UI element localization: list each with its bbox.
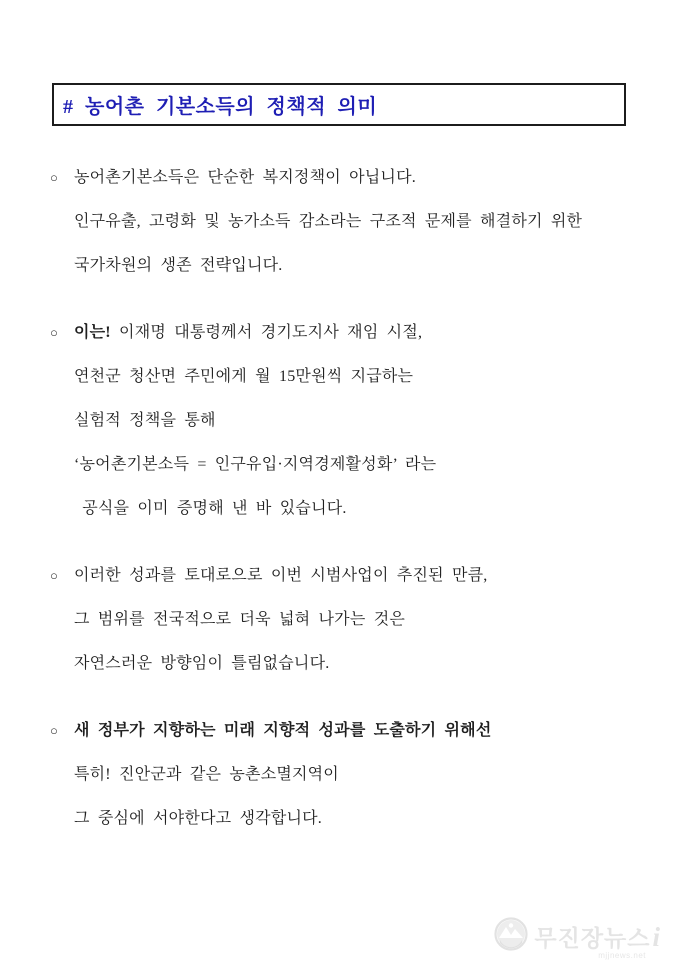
bullet-lines — [74, 554, 640, 686]
text-line — [74, 399, 640, 443]
text-line — [74, 797, 640, 841]
text-regular: 실험적 정책을 통해 — [74, 412, 216, 429]
watermark-i: i — [652, 922, 660, 952]
text-line — [74, 709, 640, 753]
title-box — [52, 83, 626, 126]
text-line — [74, 443, 640, 487]
news-watermark — [494, 917, 660, 960]
watermark-text — [534, 920, 660, 960]
text-line — [74, 311, 640, 355]
text-line — [74, 598, 640, 642]
text-regular: 그 중심에 서야한다고 생각합니다. — [74, 810, 322, 827]
bullet-item — [50, 554, 640, 686]
bullet-lines — [74, 156, 640, 288]
text-bold: 새 정부가 지향하는 미래 지향적 성과를 도출하기 위해선 — [74, 722, 492, 739]
bullet-lines — [74, 311, 640, 531]
bullet-marker: ○ — [50, 723, 58, 738]
text-regular: 인구유출, 고령화 및 농가소득 감소라는 구조적 문제를 해결하기 위한 — [74, 213, 583, 230]
text-line — [74, 554, 640, 598]
text-regular: 이러한 성과를 토대로으로 이번 시범사업이 추진된 만큼, — [74, 567, 488, 584]
bullet-item — [50, 156, 640, 288]
mountain-logo-icon — [494, 917, 528, 956]
text-line — [74, 156, 640, 200]
bullet-marker: ○ — [50, 170, 58, 185]
text-line — [74, 200, 640, 244]
text-regular: 국가차원의 생존 전략입니다. — [74, 257, 283, 274]
text-regular: 이재명 대통령께서 경기도지사 재임 시절, — [110, 324, 423, 341]
text-line — [74, 355, 640, 399]
bullet-item — [50, 709, 640, 841]
text-regular: 특히! 진안군과 같은 농촌소멸지역이 — [74, 766, 339, 783]
watermark-site: mjjnews.net — [598, 951, 646, 960]
text-bold: 이는! — [74, 324, 111, 341]
page-title: # 농어촌 기본소득의 정책적 의미 — [63, 96, 378, 118]
text-line — [74, 487, 640, 531]
document-body — [50, 156, 640, 864]
bullet-item — [50, 311, 640, 531]
bullet-marker: ○ — [50, 325, 58, 340]
text-regular: 공식을 이미 증명해 낸 바 있습니다. — [74, 500, 347, 517]
text-regular: ‘농어촌기본소득 = 인구유입·지역경제활성화’ 라는 — [74, 456, 437, 473]
bullet-marker: ○ — [50, 568, 58, 583]
text-line — [74, 244, 640, 288]
bullet-lines — [74, 709, 640, 841]
text-regular: 농어촌기본소득은 단순한 복지정책이 아닙니다. — [74, 169, 416, 186]
text-line — [74, 753, 640, 797]
watermark-name: 무진장뉴스 — [534, 925, 651, 951]
text-regular: 그 범위를 전국적으로 더욱 넓혀 나가는 것은 — [74, 611, 406, 628]
text-regular: 연천군 청산면 주민에게 월 15만원씩 지급하는 — [74, 368, 414, 385]
text-line — [74, 642, 640, 686]
text-regular: 자연스러운 방향임이 틀림없습니다. — [74, 655, 330, 672]
